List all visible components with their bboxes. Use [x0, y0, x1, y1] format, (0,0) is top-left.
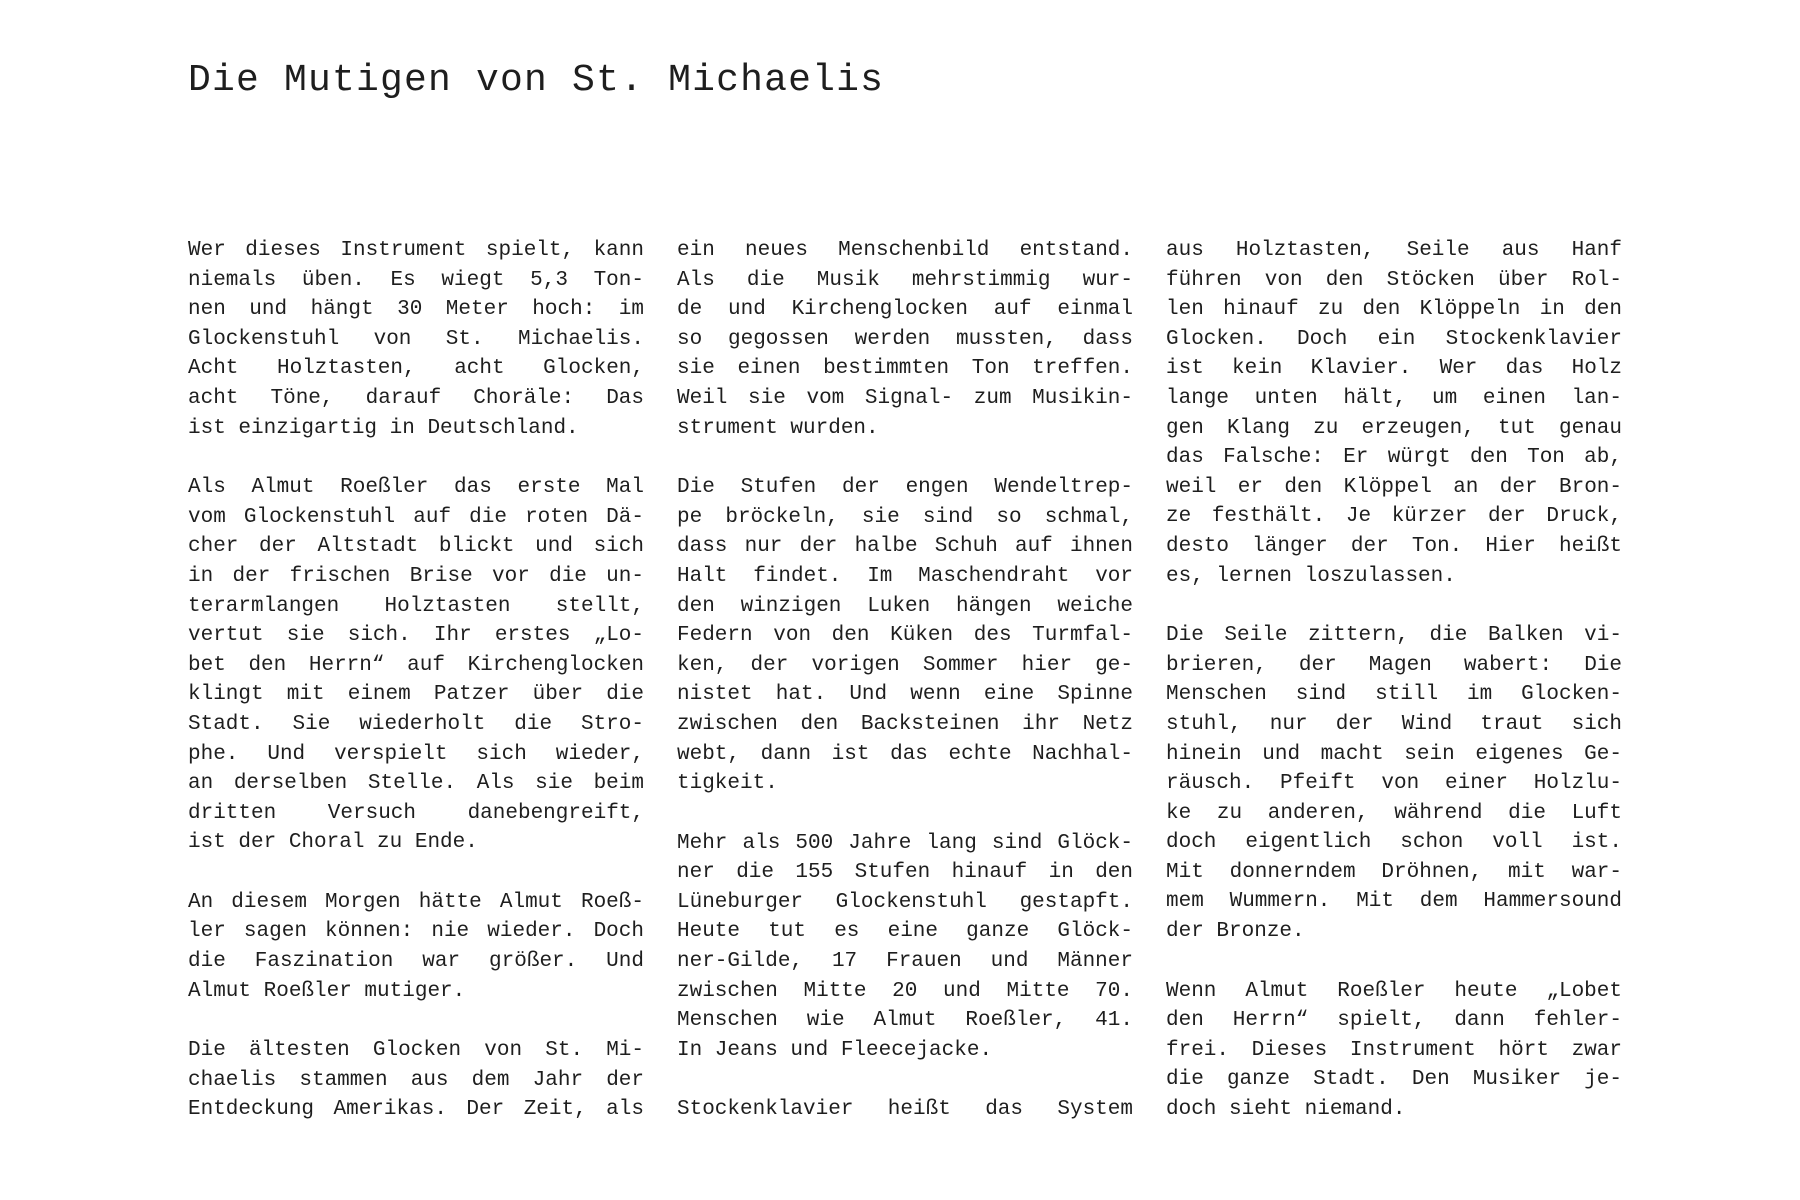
- text-line: tigkeit.: [677, 772, 778, 796]
- text-line: räusch. Pfeift von einer Holzlu-: [1166, 772, 1622, 796]
- paragraph: [677, 1095, 1133, 1125]
- text-line: Lüneburger Glockenstuhl gestapft.: [677, 890, 1133, 914]
- text-line: len hinauf zu den Klöppeln in den: [1166, 298, 1622, 322]
- paragraph: [677, 473, 1133, 799]
- text-line: de und Kirchenglocken auf einmal: [677, 298, 1133, 322]
- text-line: das Falsche: Er würgt den Ton ab,: [1166, 446, 1622, 470]
- text-line: ist kein Klavier. Wer das Holz: [1166, 357, 1622, 381]
- text-line: webt, dann ist das echte Nachhal-: [677, 742, 1133, 766]
- text-line: Menschen wie Almut Roeßler, 41.: [677, 1009, 1133, 1033]
- text-line: Wenn Almut Roeßler heute „Lobet: [1166, 979, 1622, 1003]
- text-line: doch sieht niemand.: [1166, 1098, 1406, 1122]
- text-line: ist einzigartig in Deutschland.: [188, 416, 579, 440]
- text-line: Die Seile zittern, die Balken vi-: [1166, 624, 1622, 648]
- text-line: Glockenstuhl von St. Michaelis.: [188, 327, 644, 351]
- text-line: Die ältesten Glocken von St. Mi-: [188, 1039, 644, 1063]
- text-line: Als Almut Roeßler das erste Mal: [188, 476, 644, 500]
- text-line: lange unten hält, um einen lan-: [1166, 386, 1622, 410]
- text-line: Almut Roeßler mutiger.: [188, 979, 466, 1003]
- text-line: nen und hängt 30 Meter hoch: im: [188, 298, 644, 322]
- text-line: acht Töne, darauf Choräle: Das: [188, 386, 644, 410]
- text-line: sie einen bestimmten Ton treffen.: [677, 357, 1133, 381]
- text-line: Entdeckung Amerikas. Der Zeit, als: [188, 1098, 644, 1122]
- text-column-3: [1166, 236, 1622, 1155]
- text-line: ze festhält. Je kürzer der Druck,: [1166, 505, 1622, 529]
- text-line: ein neues Menschenbild entstand.: [677, 239, 1133, 262]
- text-line: Mehr als 500 Jahre lang sind Glöck-: [677, 831, 1133, 855]
- text-line: klingt mit einem Patzer über die: [188, 683, 644, 707]
- paragraph: [1166, 236, 1622, 591]
- text-line: Weil sie vom Signal- zum Musikin-: [677, 386, 1133, 410]
- text-line: ner-Gilde, 17 Frauen und Männer: [677, 950, 1133, 974]
- text-line: zwischen den Backsteinen ihr Netz: [677, 712, 1133, 736]
- text-line: phe. Und verspielt sich wieder,: [188, 742, 644, 766]
- text-line: die ganze Stadt. Den Musiker je-: [1166, 1068, 1622, 1092]
- text-line: Stockenklavier heißt das System: [677, 1098, 1133, 1122]
- text-line: In Jeans und Fleecejacke.: [677, 1038, 993, 1062]
- paragraph: [188, 888, 644, 1006]
- text-line: ner die 155 Stufen hinauf in den: [677, 861, 1133, 885]
- text-line: gen Klang zu erzeugen, tut genau: [1166, 416, 1622, 440]
- text-line: Wer dieses Instrument spielt, kann: [188, 239, 644, 262]
- text-line: ist der Choral zu Ende.: [188, 831, 478, 855]
- text-line: den Herrn“ spielt, dann fehler-: [1166, 1009, 1622, 1033]
- paragraph: [677, 829, 1133, 1066]
- text-line: doch eigentlich schon voll ist.: [1166, 831, 1622, 855]
- text-line: Heute tut es eine ganze Glöck-: [677, 920, 1133, 944]
- text-column-1: [188, 236, 644, 1155]
- text-line: niemals üben. Es wiegt 5,3 Ton-: [188, 268, 644, 292]
- text-line: strument wurden.: [677, 416, 879, 440]
- text-line: frei. Dieses Instrument hört zwar: [1166, 1038, 1622, 1062]
- article-title: Die Mutigen von St. Michaelis: [188, 59, 885, 102]
- paragraph: [188, 1036, 644, 1125]
- text-line: es, lernen loszulassen.: [1166, 564, 1456, 588]
- paragraph: [677, 236, 1133, 443]
- text-line: terarmlangen Holztasten stellt,: [188, 594, 644, 618]
- text-line: führen von den Stöcken über Rol-: [1166, 268, 1622, 292]
- text-line: cher der Altstadt blickt und sich: [188, 535, 644, 559]
- paragraph: [1166, 621, 1622, 947]
- text-line: die Faszination war größer. Und: [188, 950, 644, 974]
- text-line: Federn von den Küken des Turmfal-: [677, 624, 1133, 648]
- paragraph: [1166, 977, 1622, 1125]
- text-line: an derselben Stelle. Als sie beim: [188, 772, 644, 796]
- text-line: Halt findet. Im Maschendraht vor: [677, 564, 1133, 588]
- text-line: nistet hat. Und wenn eine Spinne: [677, 683, 1133, 707]
- text-line: Acht Holztasten, acht Glocken,: [188, 357, 644, 381]
- text-line: hinein und macht sein eigenes Ge-: [1166, 742, 1622, 766]
- text-line: Stadt. Sie wiederholt die Stro-: [188, 712, 644, 736]
- text-line: den winzigen Luken hängen weiche: [677, 594, 1133, 618]
- text-line: in der frischen Brise vor die un-: [188, 564, 644, 588]
- text-line: mem Wummern. Mit dem Hammersound: [1166, 890, 1622, 914]
- paragraph: [188, 473, 644, 858]
- article-body: [188, 236, 1622, 1136]
- text-line: Als die Musik mehrstimmig wur-: [677, 268, 1133, 292]
- text-line: Glocken. Doch ein Stockenklavier: [1166, 327, 1622, 351]
- text-line: Die Stufen der engen Wendeltrep-: [677, 476, 1133, 500]
- text-line: so gegossen werden mussten, dass: [677, 327, 1133, 351]
- text-line: dass nur der halbe Schuh auf ihnen: [677, 535, 1133, 559]
- text-column-2: [677, 236, 1133, 1155]
- text-line: pe bröckeln, sie sind so schmal,: [677, 505, 1133, 529]
- text-line: brieren, der Magen wabert: Die: [1166, 653, 1622, 677]
- text-line: aus Holztasten, Seile aus Hanf: [1166, 239, 1622, 262]
- text-line: Mit donnerndem Dröhnen, mit war-: [1166, 860, 1622, 884]
- text-line: ken, der vorigen Sommer hier ge-: [677, 653, 1133, 677]
- text-line: stuhl, nur der Wind traut sich: [1166, 712, 1622, 736]
- text-line: desto länger der Ton. Hier heißt: [1166, 534, 1622, 558]
- text-line: ler sagen können: nie wieder. Doch: [188, 920, 644, 944]
- text-line: dritten Versuch danebengreift,: [188, 801, 644, 825]
- text-line: chaelis stammen aus dem Jahr der: [188, 1068, 644, 1092]
- text-line: bet den Herrn“ auf Kirchenglocken: [188, 653, 644, 677]
- text-line: vom Glockenstuhl auf die roten Dä-: [188, 505, 644, 529]
- text-line: weil er den Klöppel an der Bron-: [1166, 475, 1622, 499]
- text-line: ke zu anderen, während die Luft: [1166, 801, 1622, 825]
- text-line: der Bronze.: [1166, 920, 1305, 944]
- text-line: vertut sie sich. Ihr erstes „Lo-: [188, 624, 644, 648]
- text-line: zwischen Mitte 20 und Mitte 70.: [677, 979, 1133, 1003]
- text-line: An diesem Morgen hätte Almut Roeß-: [188, 890, 644, 914]
- paragraph: [188, 236, 644, 443]
- text-line: Menschen sind still im Glocken-: [1166, 683, 1622, 707]
